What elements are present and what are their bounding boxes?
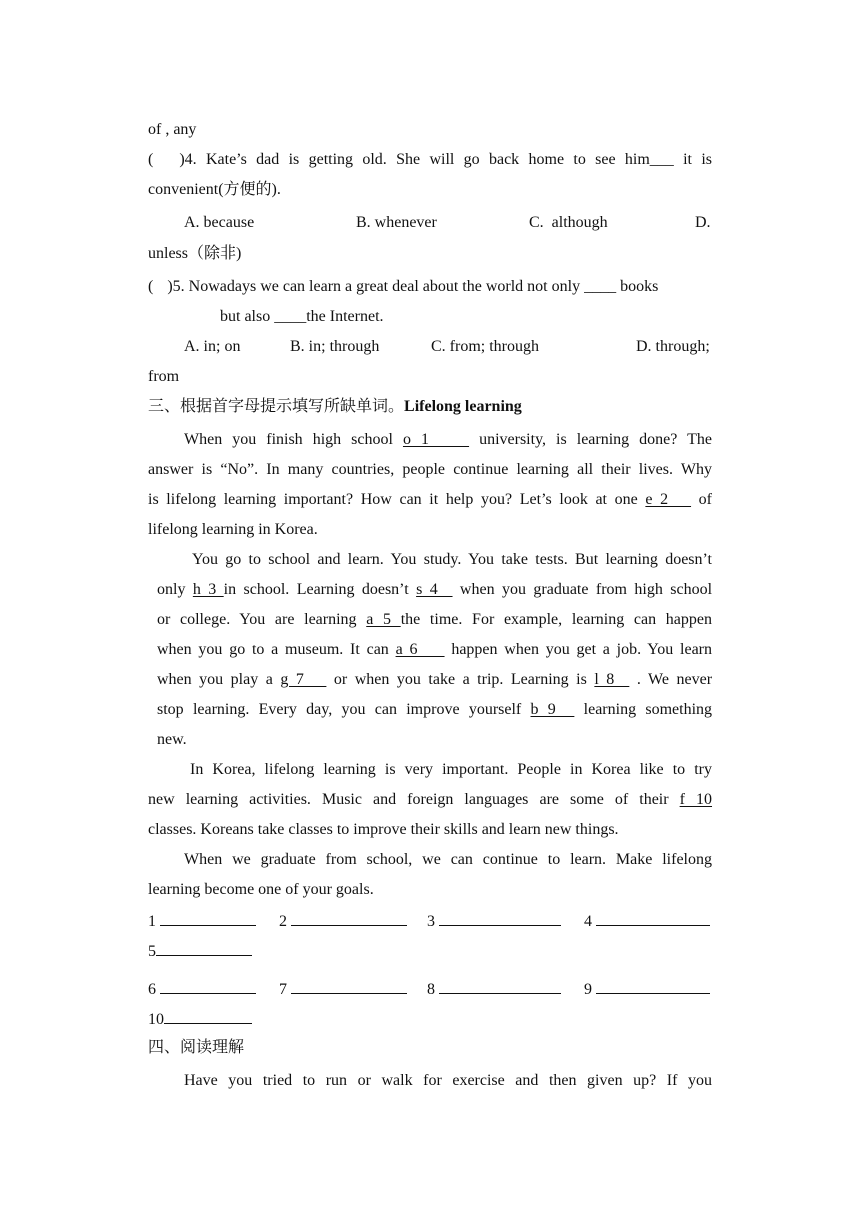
- blank-1[interactable]: o 1: [402, 431, 470, 448]
- blank-4[interactable]: s 4: [416, 581, 453, 598]
- q4-option-d: D.: [695, 214, 711, 231]
- answer-line-4: 4: [584, 910, 710, 932]
- passage-line: learning become one of your goals.: [148, 881, 374, 898]
- blank-6[interactable]: a 6: [395, 641, 445, 658]
- answer-line-5: 5: [148, 940, 252, 962]
- answer-input-9[interactable]: [596, 978, 710, 994]
- question-5-stem-cont: but also ____the Internet.: [220, 308, 384, 325]
- passage-line: new.: [157, 731, 187, 748]
- passage-title: Lifelong learning: [404, 398, 522, 415]
- passage-line: lifelong learning in Korea.: [148, 521, 318, 538]
- answer-input-10[interactable]: [164, 1008, 252, 1024]
- passage-line: only h 3 in school. Learning doesn’t s 4 when you graduate from high school: [157, 581, 713, 598]
- answer-paren-open: (: [148, 278, 154, 295]
- answer-input-1[interactable]: [160, 910, 256, 926]
- passage-line: answer is “No”. In many countries, people continue learning all their lives. Why: [148, 461, 712, 478]
- answer-line-2: 2: [279, 910, 407, 932]
- question-4-stem: [148, 150, 712, 170]
- q4-option-d-cont: unless（除非): [148, 245, 242, 262]
- answer-line-3: 3: [427, 910, 561, 932]
- q5-option-c: C. from; through: [431, 338, 539, 355]
- passage-line: is lifelong learning important? How can it help you? Let’s look at one e 2 of: [148, 491, 713, 508]
- passage-line: new learning activities. Music and foreign languages are some of their f 10: [148, 791, 713, 808]
- question-4-stem-cont: convenient(方便的).: [148, 181, 281, 198]
- answer-input-8[interactable]: [439, 978, 561, 994]
- passage-line: Have you tried to run or walk for exercise and then given up? If you: [184, 1072, 712, 1089]
- answer-input-5[interactable]: [156, 940, 252, 956]
- answer-paren-close: ): [167, 278, 173, 295]
- section-3-instruction: 三、根据首字母提示填写所缺单词。: [148, 398, 405, 415]
- q4-option-b: B. whenever: [356, 214, 437, 231]
- q5-option-d-cont: from: [148, 368, 180, 385]
- section-3-heading: [148, 397, 522, 417]
- blank-7[interactable]: g 7: [280, 671, 327, 688]
- question-5-stem: [148, 277, 712, 297]
- answer-line-1: 1: [148, 910, 256, 932]
- answer-input-2[interactable]: [291, 910, 407, 926]
- section-4-heading: 四、阅读理解: [148, 1039, 245, 1056]
- answer-line-10: 10: [148, 1008, 252, 1030]
- passage-line: You go to school and learn. You study. You take tests. But learning doesn’t: [192, 551, 712, 568]
- passage-line: when you play a g 7 or when you take a trip. Learning is l 8 . We never: [157, 671, 713, 688]
- passage-line: when you go to a museum. It can a 6 happen when you get a job. You learn: [157, 641, 713, 658]
- blank-5[interactable]: a 5: [366, 611, 401, 628]
- answer-input-7[interactable]: [291, 978, 407, 994]
- blank-10[interactable]: f 10: [679, 791, 713, 808]
- q4-option-c: C. although: [529, 214, 608, 231]
- answer-paren-open: (: [148, 151, 154, 168]
- blank-8[interactable]: l 8: [594, 671, 630, 688]
- answer-input-6[interactable]: [160, 978, 256, 994]
- answer-line-6: 6: [148, 978, 256, 1000]
- answer-line-7: 7: [279, 978, 407, 1000]
- passage-line: classes. Koreans take classes to improve their skills and learn new things.: [148, 821, 619, 838]
- question-5-text: 5. Nowadays we can learn a great deal about the world not only ____ books: [172, 278, 659, 295]
- q3-option-tail: of , any: [148, 121, 197, 138]
- passage-line: When we graduate from school, we can continue to learn. Make lifelong: [184, 851, 712, 868]
- passage-line: In Korea, lifelong learning is very important. People in Korea like to try: [190, 761, 712, 778]
- answer-line-8: 8: [427, 978, 561, 1000]
- passage-line: or college. You are learning a 5 the time. For example, learning can happen: [157, 611, 713, 628]
- answer-input-3[interactable]: [439, 910, 561, 926]
- blank-2[interactable]: e 2: [645, 491, 692, 508]
- answer-paren-close: ): [179, 151, 185, 168]
- answer-line-9: 9: [584, 978, 710, 1000]
- blank-9[interactable]: b 9: [530, 701, 575, 718]
- answer-input-4[interactable]: [596, 910, 710, 926]
- q5-option-b: B. in; through: [290, 338, 380, 355]
- q4-option-a: A. because: [184, 214, 255, 231]
- passage-line: When you finish high school o 1 university, is learning done? The: [184, 431, 712, 448]
- passage-line: stop learning. Every day, you can improve yourself b 9 learning something: [157, 701, 713, 718]
- q5-option-a: A. in; on: [184, 338, 241, 355]
- blank-3[interactable]: h 3: [192, 581, 224, 598]
- question-4-text: 4. Kate’s dad is getting old. She will go back home to see him___ it is: [184, 151, 712, 168]
- q5-option-d: D. through;: [636, 338, 710, 355]
